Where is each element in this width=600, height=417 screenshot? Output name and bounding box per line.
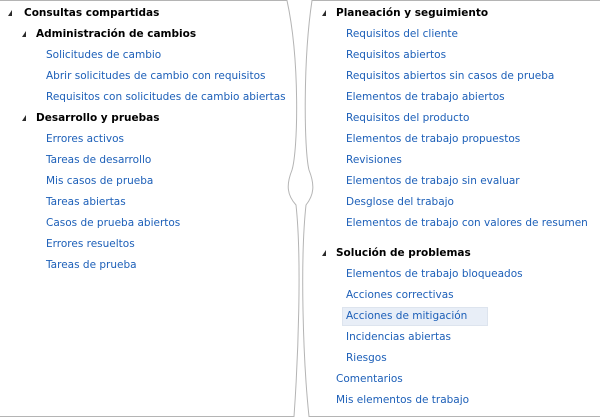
expanded-triangle-icon[interactable] <box>22 31 26 37</box>
tree-root-label: Consultas compartidas <box>24 7 160 19</box>
query-link[interactable]: Acciones correctivas <box>346 289 454 301</box>
query-link[interactable]: Errores activos <box>46 133 124 145</box>
query-link[interactable]: Elementos de trabajo propuestos <box>346 133 521 145</box>
query-link[interactable]: Desglose del trabajo <box>346 196 454 208</box>
query-link[interactable]: Requisitos del cliente <box>346 28 458 40</box>
query-link[interactable]: Incidencias abiertas <box>346 331 451 343</box>
query-link[interactable]: Casos de prueba abiertos <box>46 217 181 229</box>
query-link[interactable]: Elementos de trabajo con valores de resumen <box>346 217 588 229</box>
query-link-hovered[interactable]: Acciones de mitigación <box>342 306 488 327</box>
query-link[interactable]: Requisitos abiertos <box>346 49 447 61</box>
query-link[interactable]: Mis casos de prueba <box>46 175 154 187</box>
folder-label: Solución de problemas <box>336 247 471 259</box>
query-link[interactable]: Elementos de trabajo sin evaluar <box>346 175 520 187</box>
query-link[interactable]: Tareas de prueba <box>46 259 137 271</box>
expanded-triangle-icon[interactable] <box>8 10 12 16</box>
expanded-triangle-icon[interactable] <box>322 250 326 256</box>
query-link[interactable]: Mis elementos de trabajo <box>336 394 470 406</box>
query-link[interactable]: Abrir solicitudes de cambio con requisitos <box>46 70 266 82</box>
folder-label: Desarrollo y pruebas <box>36 112 160 124</box>
query-link[interactable]: Tareas de desarrollo <box>46 154 152 166</box>
query-link[interactable]: Riesgos <box>346 352 387 364</box>
folder-label: Administración de cambios <box>36 28 197 40</box>
folder-label: Planeación y seguimiento <box>336 7 489 19</box>
query-link[interactable]: Errores resueltos <box>46 238 135 250</box>
expanded-triangle-icon[interactable] <box>322 10 326 16</box>
query-link[interactable]: Comentarios <box>336 373 403 385</box>
query-link[interactable]: Solicitudes de cambio <box>46 49 162 61</box>
query-link[interactable]: Requisitos del producto <box>346 112 470 124</box>
expanded-triangle-icon[interactable] <box>22 115 26 121</box>
query-link[interactable]: Elementos de trabajo bloqueados <box>346 268 523 280</box>
query-link[interactable]: Tareas abiertas <box>46 196 126 208</box>
query-link[interactable]: Requisitos con solicitudes de cambio abiertas <box>46 91 286 103</box>
query-link[interactable]: Elementos de trabajo abiertos <box>346 91 505 103</box>
query-link[interactable]: Requisitos abiertos sin casos de prueba <box>346 70 555 82</box>
query-link[interactable]: Revisiones <box>346 154 402 166</box>
